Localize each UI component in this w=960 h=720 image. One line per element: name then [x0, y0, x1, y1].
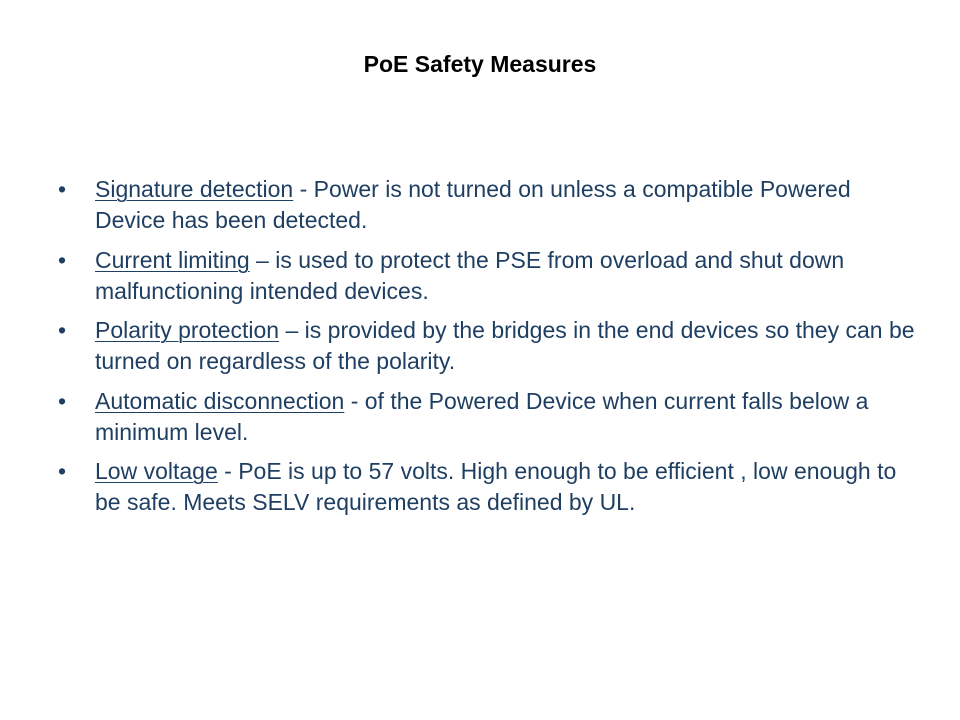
bullet-text: - of the Powered Device when current falls below a minimum level.: [95, 387, 869, 445]
bullet-item-automatic-disconnection: [58, 386, 918, 448]
bullet-text: - PoE is up to 57 volts. High enough to be efficient , low enough to be safe. Meets SELV requirements as defined by UL.: [95, 458, 897, 515]
bullet-item-polarity-protection: [58, 315, 918, 377]
bullet-term: Low voltage: [95, 458, 218, 484]
bullet-dot-icon: •: [58, 387, 67, 414]
bullet-term: Signature detection: [95, 176, 294, 202]
bullet-text: - Power is not turned on unless a compatible Powered Device has been detected.: [95, 176, 851, 233]
slide-title: PoE Safety Measures: [363, 51, 597, 77]
bullet-item-signature-detection: [58, 174, 918, 236]
bullet-term: Current limiting: [95, 246, 250, 273]
bullet-list: [58, 174, 918, 527]
bullet-dot-icon: •: [58, 176, 67, 202]
bullet-term: Automatic disconnection: [95, 387, 345, 414]
bullet-dot-icon: •: [58, 317, 67, 343]
bullet-dot-icon: •: [58, 246, 67, 273]
bullet-text: – is provided by the bridges in the end devices so they can be turned on regardless of the polarity.: [95, 317, 915, 374]
bullet-dot-icon: •: [58, 458, 67, 484]
bullet-item-current-limiting: [58, 245, 918, 307]
bullet-text: – is used to protect the PSE from overload and shut down malfunctioning intended devices.: [95, 246, 845, 304]
bullet-term: Polarity protection: [95, 317, 280, 343]
bullet-item-low-voltage: [58, 456, 918, 518]
